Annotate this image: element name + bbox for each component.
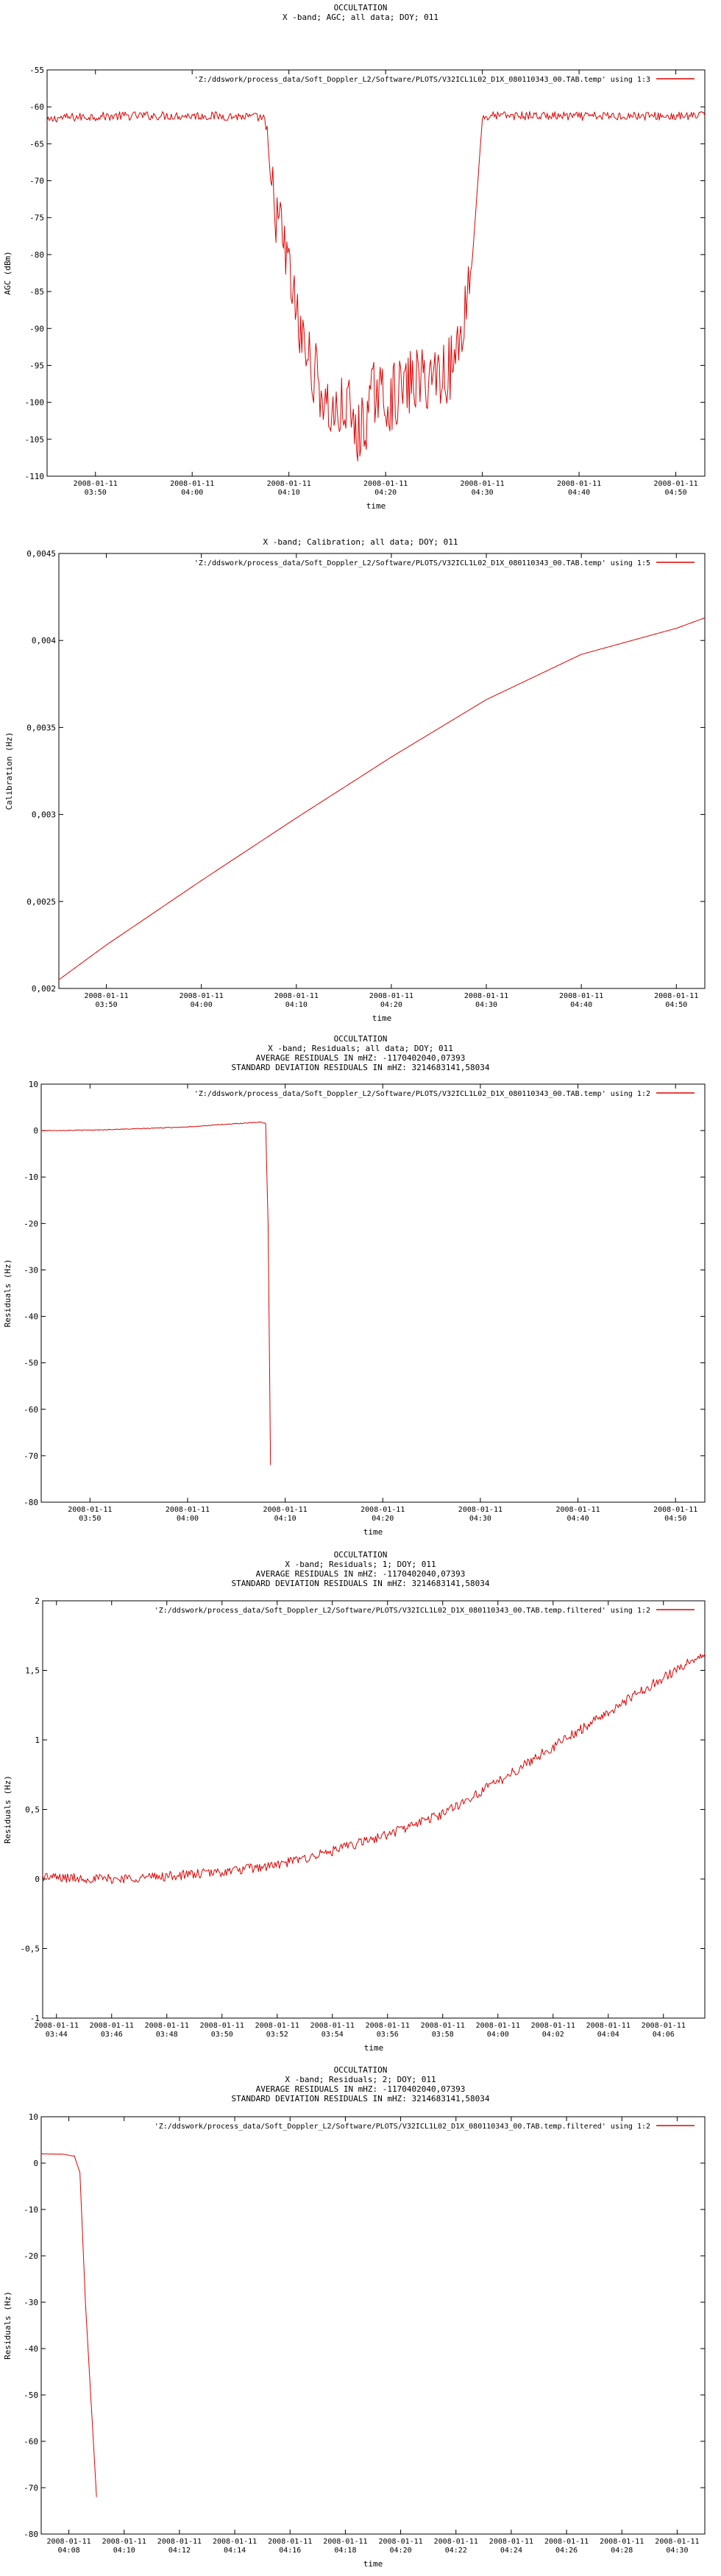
y-tick-label: -95	[29, 361, 44, 371]
y-tick-label: -80	[24, 1498, 38, 1507]
y-tick-label: -70	[24, 1451, 38, 1461]
y-tick-label: 0,004	[31, 636, 56, 646]
x-tick-date: 2008-01-11	[363, 480, 408, 488]
y-tick-label: -75	[29, 213, 44, 223]
x-tick-time: 04:14	[224, 2547, 246, 2555]
x-tick-date: 2008-01-11	[460, 480, 505, 488]
y-tick-label: -30	[24, 1265, 38, 1275]
y-tick-label: -20	[24, 2251, 38, 2261]
x-tick-date: 2008-01-11	[268, 2538, 313, 2546]
y-tick-label: -80	[24, 2530, 38, 2539]
chart-title-line: X -band; AGC; all data; DOY; 011	[283, 13, 438, 22]
x-tick-time: 04:04	[597, 2031, 619, 2039]
x-tick-time: 03:52	[266, 2031, 288, 2039]
x-tick-time: 03:54	[321, 2031, 344, 2039]
y-tick-label: -40	[24, 2344, 38, 2354]
x-axis-label: time	[366, 501, 386, 511]
x-tick-date: 2008-01-11	[655, 2538, 700, 2546]
chart-calibration	[4, 537, 705, 1023]
x-tick-date: 2008-01-11	[89, 2022, 134, 2030]
x-tick-time: 04:08	[57, 2547, 80, 2555]
x-tick-date: 2008-01-11	[433, 2538, 478, 2546]
y-tick-label: 0,5	[25, 1805, 40, 1815]
y-tick-label: -0,5	[20, 1944, 40, 1954]
x-tick-time: 03:50	[95, 1001, 118, 1009]
x-tick-date: 2008-01-11	[310, 2022, 355, 2030]
x-tick-time: 04:10	[277, 489, 300, 497]
y-axis-label: Residuals (Hz)	[3, 1259, 13, 1328]
x-tick-date: 2008-01-11	[641, 2022, 686, 2030]
x-tick-time: 03:50	[84, 489, 107, 497]
y-tick-label: 10	[28, 1080, 38, 1089]
x-tick-time: 04:12	[168, 2547, 191, 2555]
y-tick-label: -70	[24, 2483, 38, 2493]
series-line	[43, 1654, 705, 1883]
x-tick-date: 2008-01-11	[530, 2022, 575, 2030]
x-tick-time: 04:18	[334, 2547, 357, 2555]
chart-title-line: X -band; Residuals; 1; DOY; 011	[285, 1560, 436, 1569]
series-line	[59, 618, 705, 980]
legend-label: 'Z:/ddswork/process_data/Soft_Doppler_L2/Software/PLOTS/V32ICL1L02_D1X_080110343_00.TAB.temp.filtered' using 1:2	[154, 2123, 650, 2131]
x-tick-time: 04:20	[372, 1515, 394, 1523]
y-tick-label: -40	[24, 1312, 38, 1322]
y-tick-label: -60	[24, 1404, 38, 1415]
y-tick-label: 0,003	[31, 810, 56, 820]
y-tick-label: 0,002	[31, 984, 56, 994]
y-axis-label: Residuals (Hz)	[3, 2291, 13, 2360]
x-tick-time: 04:40	[568, 489, 591, 497]
plot-frame	[41, 2117, 705, 2534]
chart-title-line: OCCULTATION	[333, 1034, 388, 1044]
x-tick-date: 2008-01-11	[165, 1506, 210, 1514]
chart-title-line: AVERAGE RESIDUALS IN mHZ: -1170402040,07393	[255, 2084, 466, 2094]
y-axis-label: Residuals (Hz)	[3, 1775, 13, 1844]
x-tick-date: 2008-01-11	[586, 2022, 631, 2030]
x-tick-date: 2008-01-11	[458, 1506, 503, 1514]
x-tick-date: 2008-01-11	[323, 2538, 368, 2546]
y-tick-label: 0	[33, 2159, 38, 2168]
x-tick-date: 2008-01-11	[489, 2538, 534, 2546]
y-tick-label: -1	[29, 2014, 40, 2023]
y-tick-label: -10	[24, 1172, 38, 1183]
x-tick-time: 04:10	[274, 1515, 296, 1523]
plot-frame	[43, 1601, 705, 2018]
y-tick-label: -90	[29, 324, 44, 334]
x-tick-date: 2008-01-11	[199, 2022, 244, 2030]
x-tick-time: 04:50	[665, 1001, 688, 1009]
y-tick-label: -100	[24, 397, 44, 408]
x-tick-time: 04:00	[181, 489, 204, 497]
x-tick-time: 04:30	[475, 1001, 498, 1009]
x-axis-label: time	[372, 1013, 392, 1023]
plot-frame	[41, 1084, 705, 1502]
series-line	[41, 2154, 96, 2497]
legend-label: 'Z:/ddswork/process_data/Soft_Doppler_L2/Software/PLOTS/V32ICL1L02_D1X_080110343_00.TAB.temp' using 1:5	[193, 559, 650, 567]
x-tick-time: 04:50	[664, 489, 687, 497]
plot-frame	[47, 70, 705, 476]
legend-label: 'Z:/ddswork/process_data/Soft_Doppler_L2/Software/PLOTS/V32ICL1L02_D1X_080110343_00.TAB.temp.filtered' using 1:2	[154, 1607, 650, 1615]
x-tick-time: 04:30	[471, 489, 494, 497]
y-tick-label: -105	[24, 434, 44, 445]
x-tick-date: 2008-01-11	[102, 2538, 146, 2546]
x-axis-label: time	[363, 1527, 383, 1537]
x-tick-time: 04:10	[285, 1001, 308, 1009]
y-tick-label: -65	[29, 139, 44, 149]
x-tick-time: 04:28	[611, 2547, 633, 2555]
y-tick-label: 0,0035	[26, 723, 56, 733]
chart-title-line: X -band; Calibration; all data; DOY; 011	[263, 537, 458, 547]
x-tick-date: 2008-01-11	[378, 2538, 423, 2546]
x-tick-date: 2008-01-11	[170, 480, 215, 488]
chart-title-line: AVERAGE RESIDUALS IN mHZ: -1170402040,07393	[255, 1569, 466, 1579]
x-tick-date: 2008-01-11	[73, 480, 118, 488]
y-tick-label: -50	[24, 2391, 38, 2400]
x-tick-date: 2008-01-11	[360, 1506, 405, 1514]
x-tick-date: 2008-01-11	[144, 2022, 189, 2030]
y-tick-label: -50	[24, 1358, 38, 1368]
chart-agc	[3, 3, 705, 511]
x-tick-time: 03:44	[45, 2031, 68, 2039]
x-tick-time: 04:24	[500, 2547, 522, 2555]
y-tick-label: 2	[35, 1596, 40, 1606]
x-tick-time: 04:02	[541, 2031, 564, 2039]
y-tick-label: -30	[24, 2298, 38, 2307]
legend-label: 'Z:/ddswork/process_data/Soft_Doppler_L2/Software/PLOTS/V32ICL1L02_D1X_080110343_00.TAB.temp' using 1:3	[193, 76, 650, 84]
x-tick-date: 2008-01-11	[475, 2022, 520, 2030]
x-tick-date: 2008-01-11	[46, 2538, 91, 2546]
x-tick-date: 2008-01-11	[266, 480, 311, 488]
chart-title-line: STANDARD DEVIATION RESIDUALS IN mHZ: 3214683141,58034	[231, 1063, 490, 1072]
y-tick-label: -20	[24, 1219, 38, 1229]
x-tick-time: 04:40	[566, 1515, 589, 1523]
x-tick-date: 2008-01-11	[68, 1506, 113, 1514]
x-tick-date: 2008-01-11	[559, 992, 604, 1000]
chart-title-line: STANDARD DEVIATION RESIDUALS IN mHZ: 3214683141,58034	[231, 1579, 490, 1588]
x-axis-label: time	[363, 2043, 384, 2053]
x-tick-time: 04:16	[279, 2547, 302, 2555]
x-tick-date: 2008-01-11	[255, 2022, 299, 2030]
x-tick-date: 2008-01-11	[600, 2538, 644, 2546]
chart-residuals-all	[3, 1034, 705, 1537]
legend-label: 'Z:/ddswork/process_data/Soft_Doppler_L2/Software/PLOTS/V32ICL1L02_D1X_080110343_00.TAB.temp' using 1:2	[193, 1090, 650, 1098]
x-tick-date: 2008-01-11	[464, 992, 509, 1000]
y-tick-label: -60	[24, 2437, 38, 2446]
chart-title-line: OCCULTATION	[333, 2065, 388, 2075]
x-tick-time: 03:46	[100, 2031, 123, 2039]
series-line	[47, 112, 705, 461]
x-tick-time: 04:20	[389, 2547, 412, 2555]
x-tick-date: 2008-01-11	[212, 2538, 258, 2546]
x-tick-date: 2008-01-11	[263, 1506, 308, 1514]
x-tick-time: 03:50	[210, 2031, 233, 2039]
series-line	[41, 1122, 271, 1465]
y-axis-label: Calibration (Hz)	[4, 732, 14, 810]
y-tick-label: 0,0045	[26, 549, 56, 559]
y-axis-label: AGC (dBm)	[3, 251, 13, 295]
y-tick-label: -85	[29, 287, 44, 297]
chart-title-line: STANDARD DEVIATION RESIDUALS IN mHZ: 3214683141,58034	[231, 2094, 490, 2103]
x-tick-time: 04:30	[666, 2547, 689, 2555]
y-tick-label: 1	[35, 1735, 40, 1745]
x-tick-time: 03:56	[376, 2031, 399, 2039]
y-tick-label: -10	[24, 2205, 38, 2215]
y-tick-label: 0	[33, 1126, 38, 1136]
x-tick-date: 2008-01-11	[654, 992, 699, 1000]
x-tick-time: 04:20	[374, 489, 397, 497]
x-tick-time: 04:50	[664, 1515, 687, 1523]
x-tick-time: 03:50	[79, 1515, 102, 1523]
y-tick-label: -110	[24, 472, 44, 481]
x-tick-date: 2008-01-11	[34, 2022, 79, 2030]
x-tick-time: 04:00	[190, 1001, 213, 1009]
x-tick-time: 04:06	[652, 2031, 675, 2039]
chart-title-line: OCCULTATION	[333, 3, 388, 13]
x-tick-time: 03:58	[431, 2031, 454, 2039]
chart-title-line: X -band; Residuals; 2; DOY; 011	[285, 2075, 436, 2084]
x-tick-date: 2008-01-11	[84, 992, 129, 1000]
chart-title-line: AVERAGE RESIDUALS IN mHZ: -1170402040,07393	[255, 1053, 466, 1063]
y-tick-label: -60	[29, 102, 44, 113]
chart-title-line: OCCULTATION	[333, 1550, 388, 1560]
y-tick-label: 0	[35, 1875, 40, 1884]
x-tick-date: 2008-01-11	[369, 992, 414, 1000]
chart-residuals-2	[3, 2065, 705, 2569]
x-tick-time: 04:00	[176, 1515, 199, 1523]
y-tick-label: 10	[28, 2112, 38, 2122]
x-tick-time: 03:48	[155, 2031, 178, 2039]
x-tick-date: 2008-01-11	[420, 2022, 465, 2030]
x-tick-date: 2008-01-11	[274, 992, 319, 1000]
x-tick-date: 2008-01-11	[179, 992, 224, 1000]
x-tick-time: 04:30	[469, 1515, 491, 1523]
chart-residuals-1	[3, 1550, 705, 2053]
x-tick-date: 2008-01-11	[556, 480, 602, 488]
x-tick-date: 2008-01-11	[365, 2022, 410, 2030]
chart-title-line: X -band; Residuals; all data; DOY; 011	[268, 1044, 453, 1053]
y-tick-label: 0,0025	[26, 896, 56, 907]
y-tick-label: -55	[29, 66, 44, 75]
x-tick-time: 04:20	[380, 1001, 402, 1009]
x-tick-time: 04:40	[570, 1001, 593, 1009]
x-tick-date: 2008-01-11	[544, 2538, 589, 2546]
x-tick-date: 2008-01-11	[653, 1506, 698, 1514]
y-tick-label: 1,5	[25, 1666, 40, 1676]
x-tick-time: 04:26	[555, 2547, 578, 2555]
x-tick-date: 2008-01-11	[157, 2538, 202, 2546]
x-tick-date: 2008-01-11	[653, 480, 698, 488]
x-tick-time: 04:22	[444, 2547, 467, 2555]
plot-frame	[59, 553, 705, 988]
y-tick-label: -70	[29, 176, 44, 186]
y-tick-label: -80	[29, 250, 44, 260]
x-tick-time: 04:10	[113, 2547, 135, 2555]
x-tick-date: 2008-01-11	[555, 1506, 600, 1514]
x-axis-label: time	[363, 2559, 383, 2569]
x-tick-time: 04:00	[486, 2031, 509, 2039]
